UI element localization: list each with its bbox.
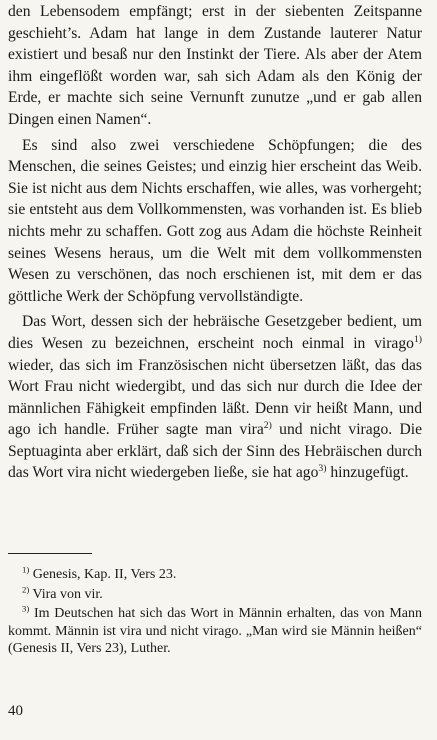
footnote-ref-3: 3): [318, 463, 327, 475]
footnote-text-1: Genesis, Kap. II, Vers 23.: [29, 567, 177, 582]
footnote-marker-2: 2): [22, 583, 30, 594]
footnote-marker-1: 1): [22, 564, 30, 575]
footnotes: [8, 566, 422, 660]
footnote-divider: [8, 553, 92, 554]
footnote-text-3: Im Deutschen hat sich das Wort in Männin erhalten, das von Mann kommt. Männin ist vira und nicht virago. „Man wird sie Männin heißen“ (Genesis II, Vers 23), Luther.: [8, 606, 422, 656]
footnote-3: [8, 605, 422, 658]
paragraph-3: [8, 311, 422, 484]
paragraph-1: den Lebensodem empfängt; erst in der siebenten Zeitspanne geschieht’s. Adam hat lange in dem Zustande lauterer Natur existiert und besaß nur den Instinkt der Tiere. Als aber der Atem ihm eingeflößt worden war, sah sich Adam als den König der Erde, er machte sich seine Vernunft zunutze „und er gab allen Dingen einen Namen“.: [8, 3, 422, 128]
paragraph-3-part-1: Das Wort, dessen sich der hebräische Gesetzgeber bedient, um dies Wesen zu bezeichnen, erscheint noch einmal in virago: [8, 313, 422, 352]
footnote-text-2: Vira von vir.: [29, 586, 103, 602]
paragraph-3-part-2: wieder, das sich im Französischen nicht übersetzen läßt, das das Wort Frau nicht wiedergibt, und das sich nur durch die Idee der männlichen Fähigkeit empfinden läßt. Denn vir heißt Mann, und ago ich handle. Früher sagte man vira: [8, 356, 422, 439]
footnote-2: [8, 583, 422, 604]
footnote-ref-2: 2): [263, 420, 272, 432]
paragraph-3-part-3: und nicht virago. Die Septuaginta aber erklärt, daß sich der Sinn des Hebräischen durch das Wort vira nicht wiedergeben ließe, sie hat ago: [8, 421, 423, 482]
paragraph-3-part-4: hinzugefügt.: [326, 464, 409, 482]
footnote-ref-1: 1): [413, 333, 422, 345]
page-number: 40: [8, 703, 23, 719]
footnote-marker-3: 3): [22, 603, 30, 614]
paragraph-2: Es sind also zwei verschiedene Schöpfungen; die des Menschen, die seines Geistes; und einzig hier erscheint das Weib. Sie ist nicht aus dem Nichts erschaffen, wie alles, was vorhergeht; sie entsteht aus dem Vollkommensten, was vorhanden ist. Es blieb nichts mehr zu schaffen. Gott zog aus Adam die höchste Reinheit seines Wesens heraus, um die Welt mit dem vollkommensten Wesen zu verschönen, das noch erschienen ist, mit dem er das göttliche Werk der Schöpfung vervollständigte.: [8, 136, 422, 305]
main-text: [8, 1, 422, 488]
footnote-1: [8, 566, 422, 584]
